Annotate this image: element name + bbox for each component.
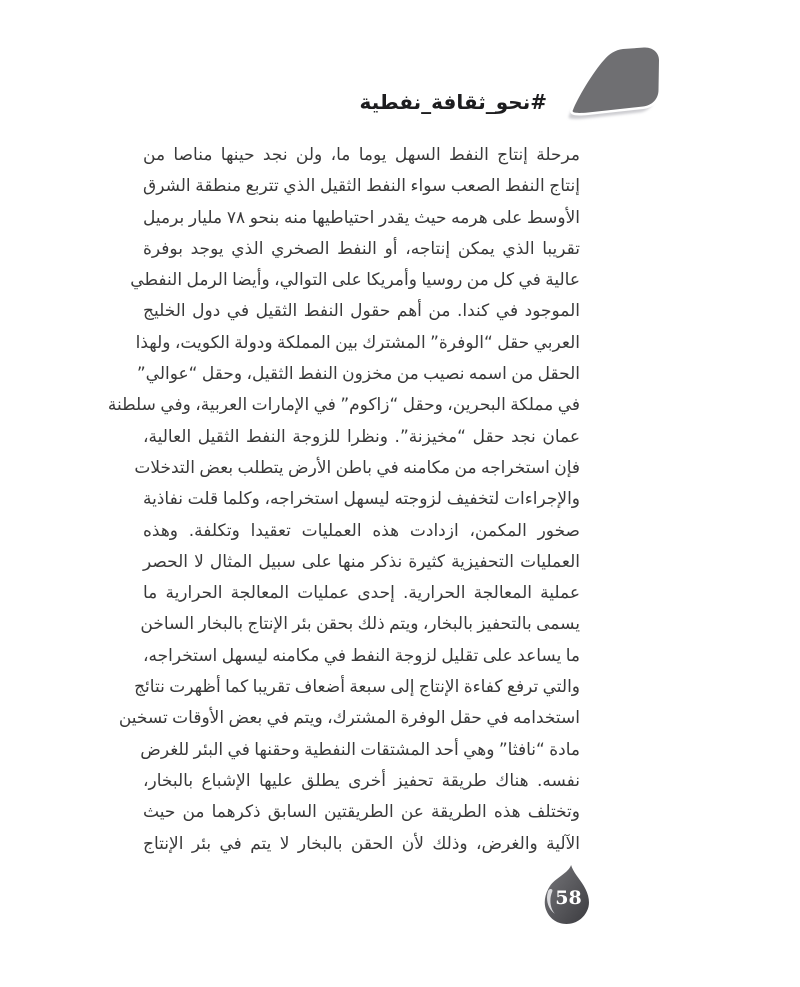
- body-text-line: عالية في كل من روسيا وأمريكا على التوالي، وأيضا الرمل النفطي: [130, 270, 580, 291]
- body-text-line: نفسه. هناك طريقة تحفيز أخرى يطلق عليها الإشباع بالبخار،: [143, 770, 580, 791]
- page-number: 58: [555, 887, 582, 909]
- body-text-line: ما يساعد على تقليل لزوجة النفط في مكامنه ليسهل استخراجه،: [143, 645, 580, 666]
- body-text-line: العربي حقل “الوفرة” المشترك بين المملكة ودولة الكويت، ولهذا: [135, 332, 580, 353]
- chapter-hashtag: #نحو_ثقافة_نفطية: [359, 90, 547, 114]
- body-text-line: والتي ترفع كفاءة الإنتاج إلى سبعة أضعاف تقريبا كما أظهرت نتائج: [134, 677, 580, 698]
- body-text-line: استخدامه في حقل الوفرة المشترك، ويتم في بعض الأوقات تسخين: [118, 708, 580, 729]
- body-text-line: الآلية والغرض، وذلك لأن الحقن بالبخار لا يتم في بئر الإنتاج: [143, 833, 580, 854]
- body-text: [107, 140, 580, 860]
- corner-shape: [573, 47, 659, 112]
- corner-drop-decoration: [553, 36, 668, 128]
- body-text-line: الحقل من اسمه نصيب من مخزون النفط الثقيل، وحقل “عوالي”: [136, 364, 580, 385]
- body-text-line: العمليات التحفيزية كثيرة نذكر منها على سبيل المثال لا الحصر: [143, 551, 580, 572]
- body-text-line: فإن استخراجه من مكامنه في باطن الأرض يتطلب بعض التدخلات: [134, 457, 580, 478]
- body-text-line: مرحلة إنتاج النفط السهل يوما ما، ولن نجد حينها مناصا من: [143, 145, 580, 165]
- body-text-line: مادة “نافثا” وهي أحد المشتقات النفطية وحقنها في البئر للغرض: [140, 739, 580, 760]
- body-text-line: عمان نجد حقل “مخيزنة”. ونظرا للزوجة النفط الثقيل العالية،: [143, 426, 580, 447]
- body-text-line: في مملكة البحرين، وحقل “زاكوم” في الإمارات العربية، وفي سلطنة: [107, 395, 580, 416]
- page-number-drop: [541, 864, 593, 926]
- body-text-line: والإجراءات لتخفيف لزوجته ليسهل استخراجه، وكلما قلت نفاذية: [143, 489, 580, 510]
- body-text-line: إنتاج النفط الصعب سواء النفط الثقيل الذي تتربع منطقة الشرق: [143, 176, 580, 197]
- body-text-line: الموجود في كندا. من أهم حقول النفط الثقيل في دول الخليج: [143, 301, 580, 322]
- body-text-line: وتختلف هذه الطريقة عن الطريقتين السابق ذكرهما من حيث: [143, 802, 580, 823]
- body-text-line: الأوسط على هرمه حيث يقدر احتياطيها منه بنحو ٧٨ مليار برميل: [143, 207, 580, 228]
- body-text-line: تقريبا الذي يمكن إنتاجه، أو النفط الصخري الذي يوجد بوفرة: [143, 238, 580, 259]
- body-text-line: عملية المعالجة الحرارية. إحدى عمليات المعالجة الحرارية ما: [143, 583, 580, 604]
- body-text-line: صخور المكمن، ازدادت هذه العمليات تعقيدا وتكلفة. وهذه: [143, 520, 580, 541]
- body-text-line: يسمى بالتحفيز بالبخار، ويتم ذلك بحقن بئر الإنتاج بالبخار الساخن: [140, 614, 580, 635]
